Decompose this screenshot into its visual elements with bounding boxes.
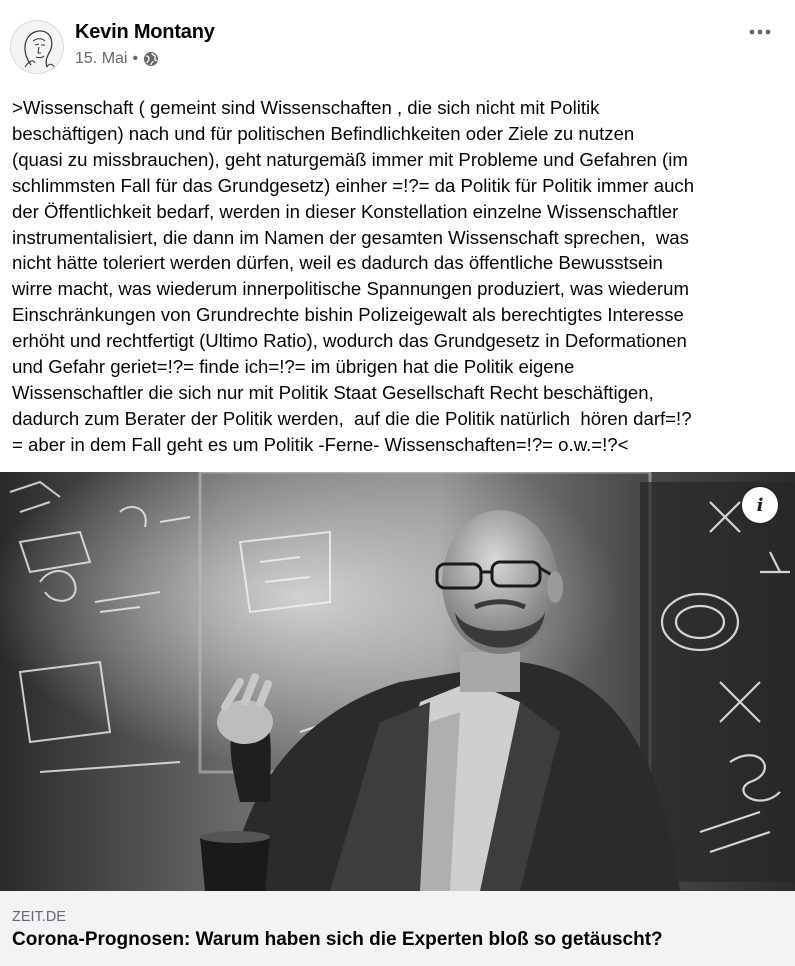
link-preview-image[interactable] bbox=[0, 472, 795, 891]
avatar-sketch-icon bbox=[11, 21, 64, 74]
post-header bbox=[0, 0, 795, 84]
link-domain: ZEIT.DE bbox=[12, 909, 66, 925]
link-title[interactable]: Corona-Prognosen: Warum haben sich die Experten bloß so getäuscht? bbox=[12, 929, 663, 950]
link-preview-footer[interactable] bbox=[0, 891, 795, 966]
post-meta bbox=[75, 50, 159, 68]
avatar[interactable] bbox=[10, 20, 64, 74]
globe-icon[interactable] bbox=[143, 51, 159, 67]
post-text: >Wissenschaft ( gemeint sind Wissenschaften , die sich nicht mit Politik beschäftigen) nach und für politischen Befindlichkeiten oder Ziele zu nutzen (quasi zu missbrauchen), geht naturgemäß immer mit Probleme und Gefahren (im schlimmsten Fall für das Grundgesetz) einher =!?= da Politik für Politik immer auch der Öffentlichkeit bedarf, werden in dieser Konstellation einzelne Wissenschaftler instrumentalisiert, die dann im Namen der gesamten Wissenschaft sprechen, was nicht hätte toleriert werden dürfen, weil es dadurch das öffentliche Bewusstsein wirre macht, was wiederum innerpolitische Spannungen produziert, was wiederum Einschränkungen von Grundrechte bishin Polizeigewalt als berechtigtes Interesse erhöht und rechtfertigt (Ultimo Ratio), wodurch das Grundgesetz in Deformationen und Gefahr geriet=!?= finde ich=!?= im übrigen hat die Politik eigene Wissenschaftler die sich nur mit Politik Staat Gesellschaft Recht beschäftigen, dadurch zum Berater der Politik werden, auf die die Politik natürlich hören darf=!? = aber in dem Fall geht es um Politik -Ferne- Wissenschaften=!?= o.w.=!?< bbox=[12, 97, 695, 455]
article-photo bbox=[0, 472, 795, 891]
meta-separator: • bbox=[132, 50, 139, 67]
info-button[interactable]: i bbox=[742, 487, 778, 523]
author-name[interactable]: Kevin Montany bbox=[75, 21, 215, 43]
post-date[interactable]: 15. Mai bbox=[75, 50, 128, 67]
link-preview-card[interactable] bbox=[0, 472, 795, 966]
more-horizontal-icon bbox=[748, 28, 772, 36]
more-options-button[interactable] bbox=[744, 20, 776, 44]
